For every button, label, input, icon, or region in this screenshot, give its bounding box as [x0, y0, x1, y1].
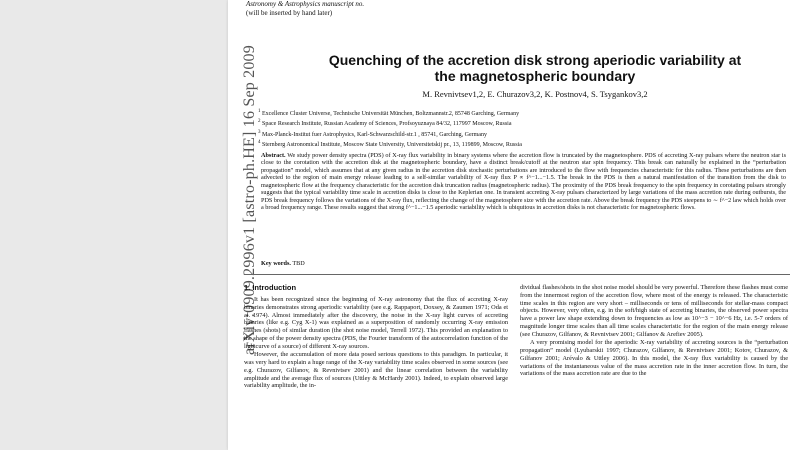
abstract — [261, 152, 786, 212]
journal-note: (will be inserted by hand later) — [246, 9, 333, 17]
right-column — [520, 284, 788, 378]
title-line-2: the magnetospheric boundary — [434, 68, 636, 84]
arxiv-identifier: arXiv:0909.2996v1 [astro-ph.HE] 16 Sep 2009 — [241, 45, 258, 355]
paragraph: A very promising model for the aperiodic X-ray variability of accreting sources is the “perturbation propagation” model (Lyubarskii 1997; Churazov, Gilfanov, & Revnivtsev 2001; Kotov, Churazov, & Gilfanov 2001; Arévalo & Uttley 2006). In this model, the X-ray flux variability is caused by the variations of the instantaneous value of the mass accretion rate in the inner accretion flow. In turn, the variations of the mass accretion rate are due to the — [520, 339, 788, 378]
paragraph: However, the accumulation of more data posed serious questions to this paradigm. In particular, it was very hard to explain a huge range of the X-ray variability time scales observed in some sources (see e.g. Churazov, Gilfanov, & Revnivtsev 2001) and the linear correlation between the variability amplitude and the average flux of sources (Uttley & McHardy 2001). Indeed, to explain observed large variability amplitude, the in- — [244, 351, 508, 390]
affiliation-item: $^2$ Space Research Institute, Russian Academy of Sciences, Profsoyuznaya 84/32, 117997 Moscow, Russia — [258, 119, 512, 128]
title-line-1: Quenching of the accretion disk strong aperiodic variability at — [328, 52, 742, 68]
affiliation-item: $^1$ Excellence Cluster Universe, Technische Universität München, Boltzmannstr.2, 85748 Garching, Germany — [258, 109, 520, 117]
section-heading: 1. Introduction — [244, 283, 297, 292]
keywords-text: TBD — [292, 260, 305, 267]
affiliation-item: $^4$ Sternberg Astronomical Institute, Moscow State University, Universitetskij pr., 13, 119899, Moscow, Russia — [258, 139, 522, 148]
section-divider — [244, 274, 790, 275]
author-list: M. Revnivtsev1,2, E. Churazov3,2, K. Postnov4, S. Tsygankov3,2 — [422, 89, 648, 99]
affiliation-item: $^3$ Max-Planck-Institut fuer Astrophysics, Karl-Schwarzschild-str.1 , 85741, Garching, Germany — [258, 129, 487, 138]
journal-name: Astronomy & Astrophysics manuscript no. — [246, 0, 365, 8]
left-column — [244, 296, 508, 390]
journal-header — [246, 0, 364, 18]
keywords-label: Key words. — [261, 260, 291, 267]
affiliation-list — [258, 108, 798, 149]
abstract-label: Abstract. — [261, 152, 286, 159]
abstract-text: We study power density spectra (PDS) of X-ray flux variability in binary systems where the accretion flow is truncated by the magnetosphere. PDS of accreting X-ray pulsars where the neutron star is close to the corotation with the accretion disk at the magnetospheric boundary, have a distinct break/cutoff at the neutron star spin frequency. This break can naturally be explained in the “perturbation propagation” model, which assumes that at any given radius in the accretion disk stochastic perturbations are introduced to the flow with frequencies characteristic for this radius. These perturbations are then advected to the region of main energy release leading to a self-similar variability of X-ray flux P ∝ f^−1...−1.5. The break in the PDS is then a natural manifestation of the transition from the disk to magnetospheric flow at the frequency characteristic for the accretion disk truncation radius (magnetospheric radius). The proximity of the PDS break frequency to the spin frequency in corotating pulsars strongly suggests that the typical variability time scale in accretion disks is close to the Keplerian one. In transient accreting X-ray pulsars characterized by large variations of the mass accretion rate during outbursts, the PDS break frequency follows the variations of the X-ray flux, reflecting the change of the magnetosphere size with the accretion rate. Above the break frequency the PDS steepens to ∼ f^−2 law which holds over a broad frequency range. These results suggest that strong f^−1...−1.5 aperiodic variability which is ubiquitous in accretion disks is not characteristic for magnetospheric flows. — [261, 152, 786, 212]
paragraph: dividual flashes/shots in the shot noise model should be very powerful. Therefore these flashes must come from the innermost region of the accretion flow, where most of the energy is released. The characteristic time scales in this region are very short – milliseconds or tens of milliseconds for stellar-mass compact objects. However, very often, e.g. in the soft/high state of accreting binaries, the observed power spectra have a power law shape extending down to frequencies as low as 10^−3 − 10^−6 Hz, i.e. 5-7 orders of magnitude longer time scales than all time scales characteristic for the region of the main energy release (see Churazov, Gilfanov, & Revnivtsev 2001; Gilfanov & Arefiev 2005). — [520, 284, 788, 338]
paragraph: It has been recognized since the beginning of X-ray astronomy that the flux of accreting X-ray binaries demonstrates strong aperiodic variability (see e.g. Rappaport, Doxsey, & Zaumen 1971; Oda et al. 1974). Almost immediately after the discovery, the noise in the X-ray light curves of accreting binaries (like e.g. Cyg X-1) was explained as a superposition of randomly occurring X-ray emission flashes (shots) of similar duration (the shot noise model, Terrell 1972). This provided an explanation to the shape of the power density spectra (PDS, the Fourier transform of the autocorrelation function of the lightcurve of a source) of different X-ray sources. — [244, 296, 508, 350]
paper-title — [250, 52, 800, 84]
keywords — [261, 260, 305, 267]
